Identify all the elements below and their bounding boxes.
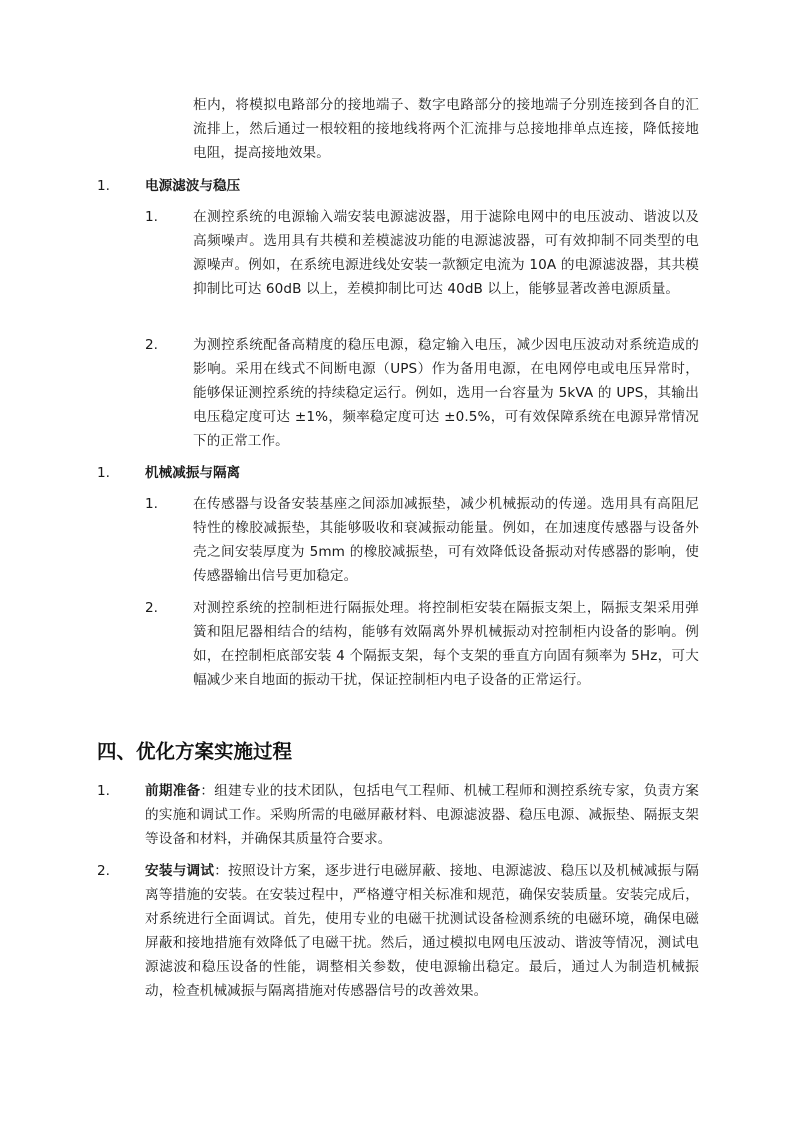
list-item-number: 1.: [145, 209, 158, 225]
step-label: 前期准备: [145, 783, 201, 799]
intro-continuation-paragraph: 柜内，将模拟电路部分的接地端子、数字电路部分的接地端子分别连接到各自的汇流排上，然后通过一根较粗的接地线将两个汇流排与总接地排单点连接，降低接地电阻，提高接地效果。: [193, 97, 699, 161]
list-item-text: 在传感器与设备安装基座之间添加减振垫，减少机械振动的传递。选用具有高阻尼特性的橡胶减振垫，其能够吸收和衰减振动能量。例如，在加速度传感器与设备外壳之间安装厚度为 5mm 的橡胶减振垫，可有效降低设备振动对传感器的影响，使传感器输出信号更加稳定。: [193, 496, 699, 584]
step-text: 按照设计方案，逐步进行电磁屏蔽、接地、电源滤波、稳压以及机械减振与隔离等措施的安装。在安装过程中，严格遵守相关标准和规范，确保安装质量。安装完成后，对系统进行全面调试。首先，使用专业的电磁干扰测试设备检测系统的电磁环境，确保电磁屏蔽和接地措施有效降低了电磁干扰。然后，通过模拟电网电压波动、谐波等情况，测试电源滤波和稳压设备的性能，调整相关参数，使电源输出稳定。最后，通过人为制造机械振动，检查机械减振与隔离措施对传感器信号的改善效果。: [145, 863, 700, 999]
section-title: 电源滤波与稳压: [145, 178, 241, 194]
step-label: 安装与调试: [145, 863, 215, 879]
step-text: 组建专业的技术团队，包括电气工程师、机械工程师和测控系统专家，负责方案的实施和调试工作。采购所需的电磁屏蔽材料、电源滤波器、稳压电源、减振垫、隔振支架等设备和材料，并确保其质量符合要求。: [145, 783, 699, 847]
list-item-text: 为测控系统配备高精度的稳压电源，稳定输入电压，减少因电压波动对系统造成的影响。采用在线式不间断电源（UPS）作为备用电源，在电网停电或电压异常时，能够保证测控系统的持续稳定运行。例如，选用一台容量为 5kVA 的 UPS，其输出电压稳定度可达 ±1%，频率稳定度可达 ±0.5%，可有效保障系统在电源异常情况下的正常工作。: [193, 337, 699, 449]
step-colon: ：: [200, 783, 215, 799]
list-item-text: 对测控系统的控制柜进行隔振处理。将控制柜安装在隔振支架上，隔振支架采用弹簧和阻尼器相结合的结构，能够有效隔离外界机械振动对控制柜内设备的影响。例如，在控制柜底部安装 4 个隔振支架，每个支架的垂直方向固有频率为 5Hz，可大幅减少来自地面的振动干扰，保证控制柜内电子设备的正常运行。: [193, 600, 699, 688]
section-number: 1.: [97, 465, 110, 481]
section-number: 1.: [97, 178, 110, 194]
list-item-number: 2.: [145, 600, 158, 616]
list-item-text: 在测控系统的电源输入端安装电源滤波器，用于滤除电网中的电压波动、谐波以及高频噪声。选用具有共模和差模滤波功能的电源滤波器，可有效抑制不同类型的电源噪声。例如，在系统电源进线处安装一款额定电流为 10A 的电源滤波器，其共模抑制比可达 60dB 以上，差模抑制比可达 40dB 以上，能够显著改善电源质量。: [193, 209, 699, 297]
step-number: 2.: [97, 863, 110, 879]
step-number: 1.: [97, 783, 110, 799]
step-paragraph: [145, 779, 699, 851]
list-item-number: 1.: [145, 496, 158, 512]
list-item-number: 2.: [145, 337, 158, 353]
chapter-heading: 四、优化方案实施过程: [97, 740, 293, 763]
section-title: 机械减振与隔离: [145, 465, 241, 481]
step-paragraph: [145, 859, 699, 1003]
step-colon: ：: [214, 863, 229, 879]
